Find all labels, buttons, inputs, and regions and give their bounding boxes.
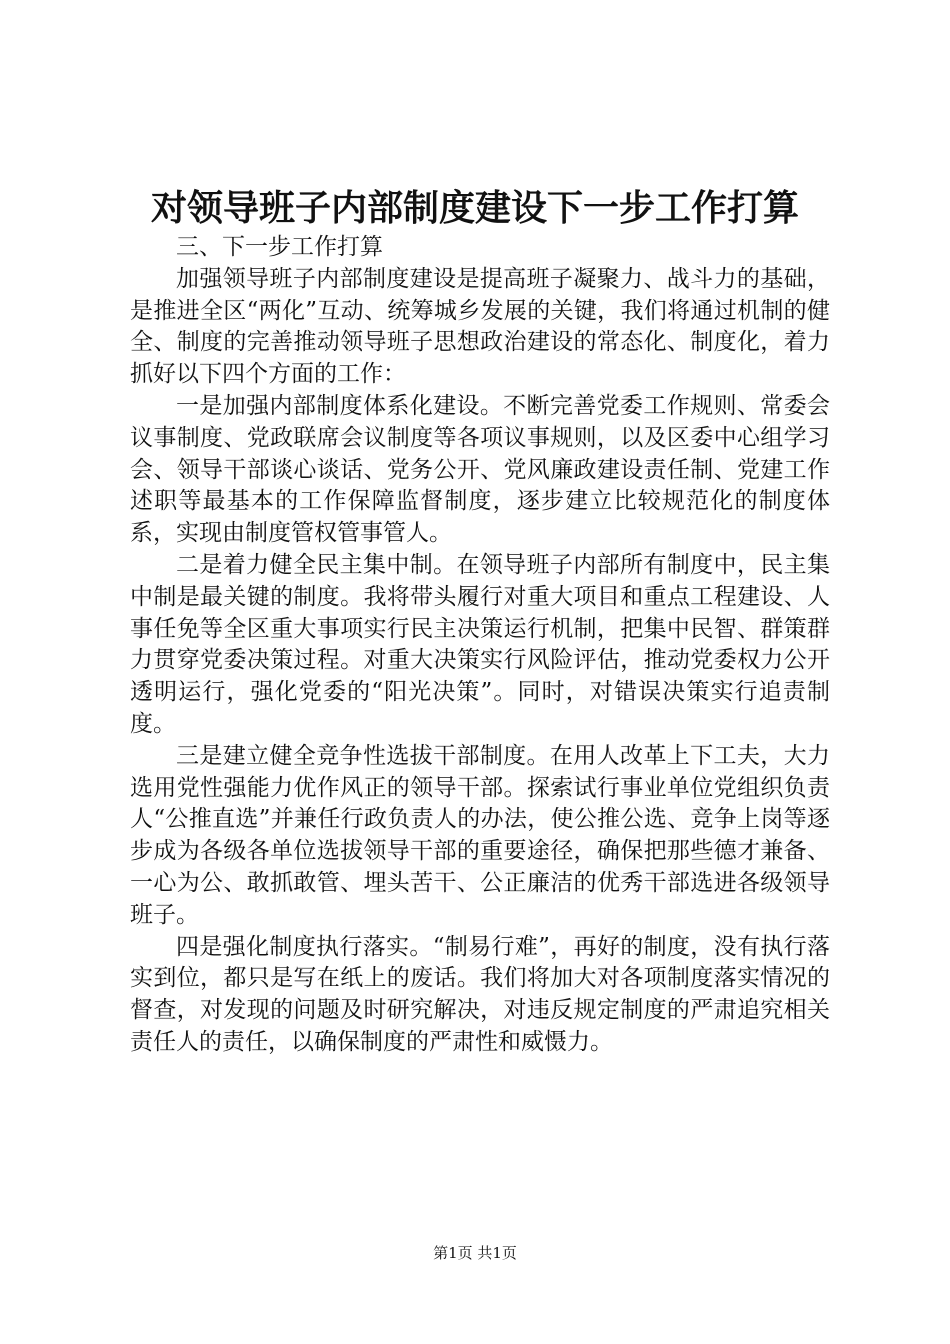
- paragraph-intro: 加强领导班子内部制度建设是提高班子凝聚力、战斗力的基础，是推进全区“两化”互动、统筹城乡发展的关键，我们将通过机制的健全、制度的完善推动领导班子思想政治建设的常态化、制度化，着力抓好以下四个方面的工作：: [130, 265, 830, 388]
- paragraph-point-3: 三是建立健全竞争性选拔干部制度。在用人改革上下工夫，大力选用党性强能力优作风正的领导干部。探索试行事业单位党组织负责人“公推直选”并兼任行政负责人的办法，使公推公选、竞争上岗等逐步成为各级各单位选拔领导干部的重要途径，确保把那些德才兼备、一心为公、敢抓敢管、埋头苦干、公正廉洁的优秀干部选进各级领导班子。: [130, 742, 830, 928]
- paragraph-point-1: 一是加强内部制度体系化建设。不断完善党委工作规则、常委会议事制度、党政联席会议制度等各项议事规则，以及区委中心组学习会、领导干部谈心谈话、党务公开、党风廉政建设责任制、党建工作述职等最基本的工作保障监督制度，逐步建立比较规范化的制度体系，实现由制度管权管事管人。: [130, 392, 830, 547]
- document-title: 对领导班子内部制度建设下一步工作打算: [150, 187, 799, 229]
- document-body: [130, 232, 830, 1059]
- paragraph-point-4: 四是强化制度执行落实。“制易行难”，再好的制度，没有执行落实到位，都只是写在纸上的废话。我们将加大对各项制度落实情况的督查，对发现的问题及时研究解决，对违反规定制度的严肃追究相关责任人的责任，以确保制度的严肃性和威慑力。: [130, 933, 830, 1055]
- page-footer: 第1页 共1页: [433, 1244, 517, 1262]
- paragraph-point-2: 二是着力健全民主集中制。在领导班子内部所有制度中，民主集中制是最关键的制度。我将带头履行对重大项目和重点工程建设、人事任免等全区重大事项实行民主决策运行机制，把集中民智、群策群力贯穿党委决策过程。对重大决策实行风险评估，推动党委权力公开透明运行，强化党委的“阳光决策”。同时，对错误决策实行追责制度。: [130, 551, 830, 737]
- section-heading: 三、下一步工作打算: [176, 234, 383, 260]
